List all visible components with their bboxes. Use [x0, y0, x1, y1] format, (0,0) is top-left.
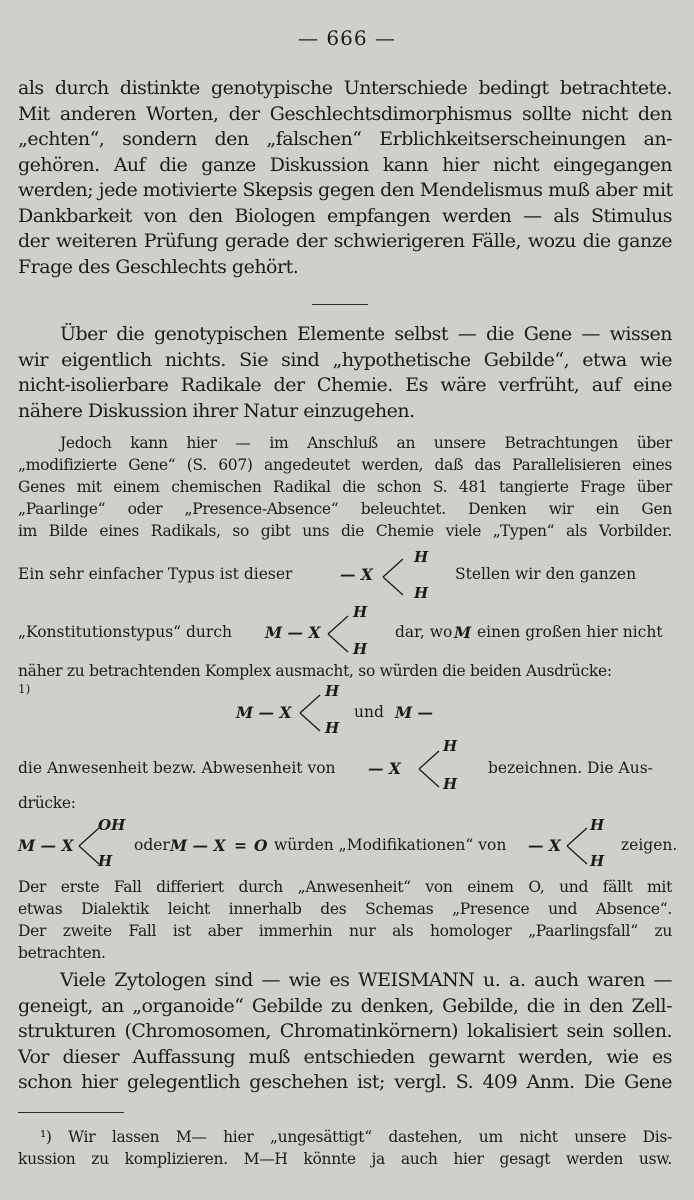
- bond-branch: [383, 556, 409, 598]
- text-line: wir eigentlich nichts. Sie sind „hypothetische Gebilde“, etwa wie: [18, 348, 672, 371]
- text-line: schon hier gelegentlich geschehen ist; vergl. S. 409 Anm. Die Gene: [18, 1071, 672, 1093]
- paragraph-1: [18, 76, 672, 280]
- text-line: der weiteren Prüfung gerade der schwierigeren Fälle, wozu die ganze: [18, 230, 672, 252]
- text-line: Frage des Geschlechts gehört.: [18, 255, 299, 278]
- formula-continuation-1: [18, 660, 672, 682]
- formula-continuation-2: [18, 792, 672, 814]
- formula-row-1: [18, 548, 672, 608]
- atom-h-bottom: H: [443, 775, 458, 793]
- text-line: ¹) Wir lassen M— hier „ungesättigt“ dastehen, um nicht unsere Dis-: [40, 1128, 672, 1146]
- text-line: Vor dieser Auffassung muß entschieden gewarnt werden, wie es: [18, 1045, 672, 1068]
- text-line: Genes mit einem chemischen Radikal die schon S. 481 tangierte Frage über: [18, 478, 672, 496]
- text-line: geneigt, an „organoide“ Gebilde zu denken, Gebilde, die in den Zell-: [18, 994, 672, 1017]
- text-line: drücke:: [18, 794, 76, 812]
- text-line: betrachten.: [18, 944, 106, 962]
- atom-h-bottom: H: [590, 852, 605, 870]
- paragraph-3: [18, 432, 672, 542]
- formula-radical: — X: [368, 759, 401, 778]
- atom-h-bottom: H: [353, 640, 368, 658]
- footnote: [18, 1126, 672, 1170]
- formula-radical: M —: [395, 703, 434, 722]
- text-line: Viele Zytologen sind — wie es WEISMANN u. a. auch waren —: [60, 969, 672, 991]
- text-line: strukturen (Chromosomen, Chromatinkörnern) lokalisiert sein sollen.: [18, 1020, 672, 1042]
- text-line: Über die genotypischen Elemente selbst — die Gene — wissen: [60, 323, 672, 345]
- text-line: nicht-isolierbare Radikale der Chemie. Es wäre verfrüht, auf eine: [18, 374, 672, 396]
- text-line: gehören. Auf die ganze Diskussion kann hier nicht eingegangen: [18, 153, 672, 176]
- atom-h-bottom: H: [325, 719, 340, 737]
- text-line: kussion zu komplizieren. M—H könnte ja auch hier gesagt werden usw.: [18, 1150, 672, 1168]
- formula-row-4: [18, 737, 672, 797]
- formula-radical: — X: [528, 836, 561, 855]
- bond-branch: [300, 692, 326, 734]
- text-segment: dar, wo: [395, 623, 453, 641]
- text-line: Jedoch kann hier — im Anschluß an unsere Betrachtungen über: [60, 434, 672, 452]
- formula-row-3: [18, 682, 672, 742]
- formula-radical: M — X: [265, 623, 321, 642]
- formula-row-2: [18, 603, 672, 663]
- text-segment: bezeichnen. Die Aus-: [488, 759, 653, 777]
- formula-row-5: [18, 816, 678, 876]
- text-segment: oder: [134, 836, 170, 854]
- text-line: näher zu betrachtenden Komplex ausmacht, so würden die beiden Ausdrücke:: [18, 662, 612, 680]
- atom-h-bottom: H: [414, 584, 429, 602]
- atom-o: O: [254, 836, 268, 855]
- atom-h-top: H: [443, 737, 458, 755]
- text-line: als durch distinkte genotypische Unterschiede bedingt betrachtete.: [18, 77, 672, 99]
- formula-m: M: [454, 623, 472, 642]
- text-segment: Stellen wir den ganzen: [455, 565, 637, 583]
- text-segment: die Anwesenheit bezw. Abwesenheit von: [18, 759, 336, 777]
- text-segment: Ein sehr einfacher Typus ist dieser: [18, 565, 293, 583]
- paragraph-4: [18, 876, 672, 964]
- text-line: „echten“, sondern den „falschen“ Erblichkeitserscheinungen an-: [18, 128, 672, 150]
- page-number: — 666 —: [298, 26, 396, 50]
- section-separator: [312, 304, 368, 305]
- text-line: Der erste Fall differiert durch „Anwesenheit“ von einem O, und fällt mit: [18, 878, 672, 896]
- formula-radical: M — X: [18, 836, 74, 855]
- group-oh: OH: [98, 816, 126, 834]
- text-segment: einen großen hier nicht: [477, 623, 663, 641]
- text-line: „modifizierte Gene“ (S. 607) angedeutet werden, daß das Parallelisieren eines: [18, 456, 672, 474]
- text-line: Der zweite Fall ist aber immerhin nur als homologer „Paarlingsfall“ zu: [18, 922, 672, 940]
- text-line: im Bilde eines Radikals, so gibt uns die Chemie viele „Typen“ als Vorbilder.: [18, 522, 672, 540]
- formula-radical: M — X: [170, 836, 226, 855]
- text-segment: würden „Modifikationen“ von: [274, 836, 507, 854]
- text-segment: „Konstitutionstypus“ durch: [18, 623, 232, 641]
- text-line: nähere Diskussion ihrer Natur einzugehen.: [18, 399, 415, 422]
- bond-branch: [328, 613, 354, 655]
- paragraph-5: [18, 968, 672, 1096]
- text-line: „Paarlinge“ oder „Presence-Absence“ beleuchtet. Denken wir ein Gen: [18, 500, 672, 518]
- text-line: Dankbarkeit von den Biologen empfangen werden — als Stimulus: [18, 204, 672, 227]
- atom-h-top: H: [325, 682, 340, 700]
- text-line: Mit anderen Worten, der Geschlechtsdimorphismus sollte nicht den: [18, 102, 672, 125]
- bond-branch: [419, 748, 445, 790]
- formula-radical: — X: [340, 565, 373, 584]
- atom-h-top: H: [414, 548, 429, 566]
- formula-radical: M — X: [236, 703, 292, 722]
- footnote-marker: 1): [18, 682, 31, 696]
- atom-h-top: H: [353, 603, 368, 621]
- text-line: werden; jede motivierte Skepsis gegen den Mendelismus muß aber mit: [18, 179, 673, 201]
- text-line: etwas Dialektik leicht innerhalb des Schemas „Presence und Absence“.: [18, 900, 672, 918]
- atom-h-bottom: H: [98, 852, 113, 870]
- atom-h-top: H: [590, 816, 605, 834]
- text-segment: und: [354, 703, 384, 721]
- double-bond: =: [234, 836, 247, 855]
- paragraph-2: [18, 322, 672, 424]
- footnote-rule: [18, 1112, 124, 1113]
- text-segment: zeigen.: [621, 836, 678, 854]
